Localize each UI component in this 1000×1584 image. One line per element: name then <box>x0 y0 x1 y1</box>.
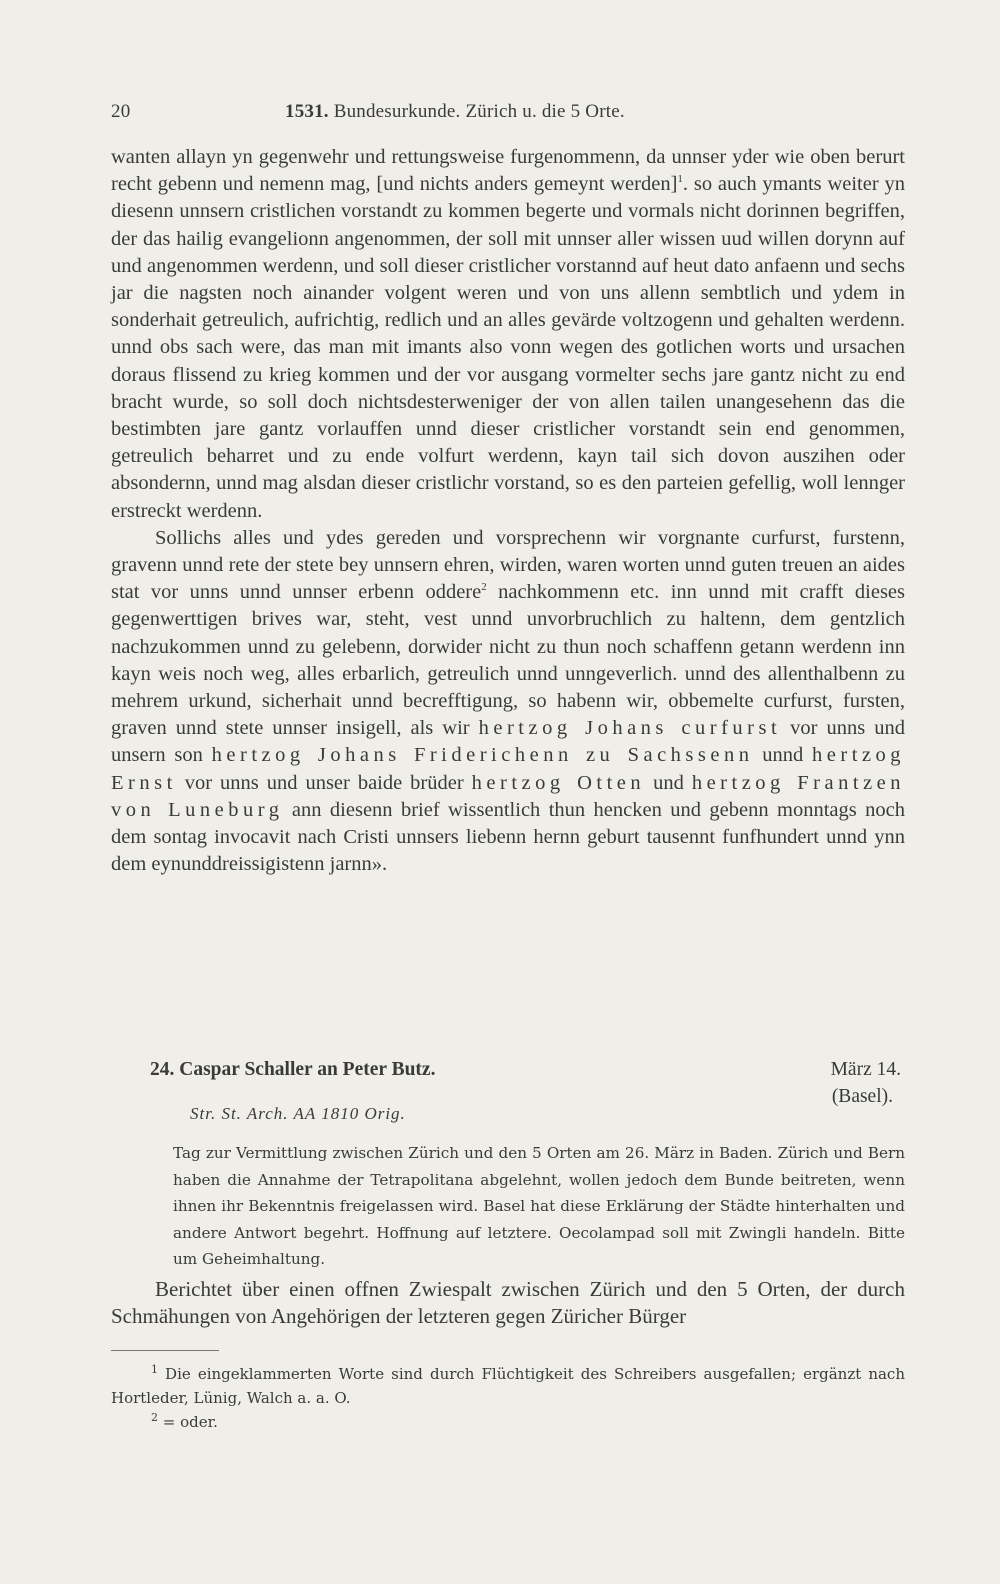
document-place: (Basel). <box>831 1086 893 1107</box>
document-date: März 14. <box>830 1059 901 1080</box>
p2-text-e: vor unns und unser baide brüder <box>176 771 472 794</box>
footnote-ref-2: 2 <box>481 581 487 594</box>
name-spaced-4: hertzog Otten <box>471 771 646 794</box>
footnote-2 <box>111 1410 905 1434</box>
document-title: 24. Caspar Schaller an Peter Butz. <box>150 1059 436 1080</box>
regest-summary: Tag zur Vermittlung zwischen Zürich und den 5 Orten am 26. März in Baden. Zürich und Bern haben die Annahme der Tetrapolitana abgelehnt, wollen jedoch dem Bunde beitreten, wenn ihnen ihr Bekenntnis freigelassen wird. Basel hat diese Erklärung der Städte hinterhalten und andere Antwort begehrt. Hoffnung auf letztere. Oecolampad soll mit Zwingli handeln. Bitte um Geheimhaltung. <box>173 1144 905 1269</box>
name-spaced-1: hertzog Johans curfurst <box>478 717 782 740</box>
narrative-paragraph <box>111 1276 905 1330</box>
p2-text-b: nachkommenn etc. inn unnd mit crafft dieses gegenwerttigen brives war, steht, vest unnd unvorbruchlich zu haltenn, dem gentzlich nachzukommen unnd zu gelebenn, dorwider nicht zu thun noch schaffenn getann werdenn inn kayn weis noch weg, alles erbarlich, getreulich unnd unngeverlich. unnd des allenthalbenn zu mehrem urkund, sicherhait unnd becrefftigung, so habenn wir, obbemelte curfurst, fursten, graven unnd stete unnser insigell, als wir <box>111 581 905 740</box>
footnote-1-text: Die eingeklammerten Worte sind durch Flüchtigkeit des Schreibers ausgefallen; ergänzt nach Hortleder, Lünig, Walch a. a. O. <box>111 1365 905 1407</box>
footnote-1-marker: 1 <box>151 1363 158 1376</box>
page-number: 20 <box>111 101 131 122</box>
running-title <box>285 101 625 123</box>
p1-text-a: wanten allayn yn gegenwehr und rettungsweise furgenommenn, da unnser yder wie oben berurt recht gebenn und nemenn mag, [und nichts anders gemeynt werden] <box>111 146 905 196</box>
footnotes <box>111 1362 905 1434</box>
body-paragraph-1 <box>111 144 905 525</box>
body-paragraph-2 <box>111 525 905 879</box>
p2-text-f: und <box>645 771 692 794</box>
document-body <box>111 144 905 878</box>
footnote-divider <box>111 1350 219 1351</box>
document-source: Str. St. Arch. AA 1810 Orig. <box>190 1104 406 1123</box>
p2-text-a: Sollichs alles und ydes gereden und vorsprechenn wir vorgnante curfurst, furstenn, gravenn unnd rete der stete bey unnsern ehren, wirden, waren worten unnd guten treuen an aides stat vor unns unnd unnser erbenn oddere <box>111 526 905 604</box>
footnote-2-marker: 2 <box>151 1411 158 1424</box>
p2-text-c: vor unns und unsern son <box>111 717 905 767</box>
running-year: 1531. <box>285 101 329 122</box>
footnote-1 <box>111 1362 905 1410</box>
p2-text-g: ann diesenn brief wissentlich thun hencken und gebenn monntags noch dem sontag invocavit nach Cristi unnsers liebenn hernn geburt tausennt funfhundert unnd ynn dem eynunddreissigistenn jarnn». <box>111 798 906 876</box>
footnote-2-text: = oder. <box>158 1413 218 1431</box>
name-spaced-3: hertzog Ernst <box>111 744 905 794</box>
p1-text-b: . so auch ymants weiter yn diesenn unnsern cristlichen vorstandt zu kommen begerte und vormals nicht dorinnen begriffen, der das hailig evangelionn angenommen, der soll mit unnser aller wissen uud willen dorynn auf und angenommen werdenn, und soll dieser cristlicher vorstannd auf heut dato anfaenn und sechs jar die nagsten noch ainander volgent weren und von uns allenn sembtlich und ydem in sonderhait getreulich, aufrichtig, redlich und an alles gevärde voltzogenn und gehalten werdenn. unnd obs sach were, das man mit imants also vonn wegen des gotlichen worts und ursachen doraus flissend zu krieg kommen und der vor ausgang vormelter sechs jare gantz nicht zu end bracht wurde, so soll doch nichtsdesterweniger der von allen tailen unangesehenn das die bestimbten jare gantz vorlauffen unnd dieser cristlicher vorstandt sein end genommen, getreulich beharret und zu ende volfurt werdenn, kayn tail sich dovon auszihen oder absondernn, unnd mag alsdan dieser cristlichr vorstand, so es den parteien gefellig, woll lennger erstreckt werdenn. <box>111 173 905 522</box>
running-title-text: Bundesurkunde. Zürich u. die 5 Orte. <box>328 101 625 122</box>
narrative-text: Berichtet über einen offnen Zwiespalt zwischen Zürich und den 5 Orten, der durch Schmähungen von Angehörigen der letzteren gegen Züricher Bürger <box>111 1277 905 1328</box>
name-spaced-2: hertzog Johans Friderichenn zu Sachssenn <box>211 744 754 767</box>
name-spaced-5: hertzog Frantzen von Luneburg <box>111 771 905 821</box>
footnote-ref-1: 1 <box>677 173 683 186</box>
p2-text-d: unnd <box>753 744 813 767</box>
